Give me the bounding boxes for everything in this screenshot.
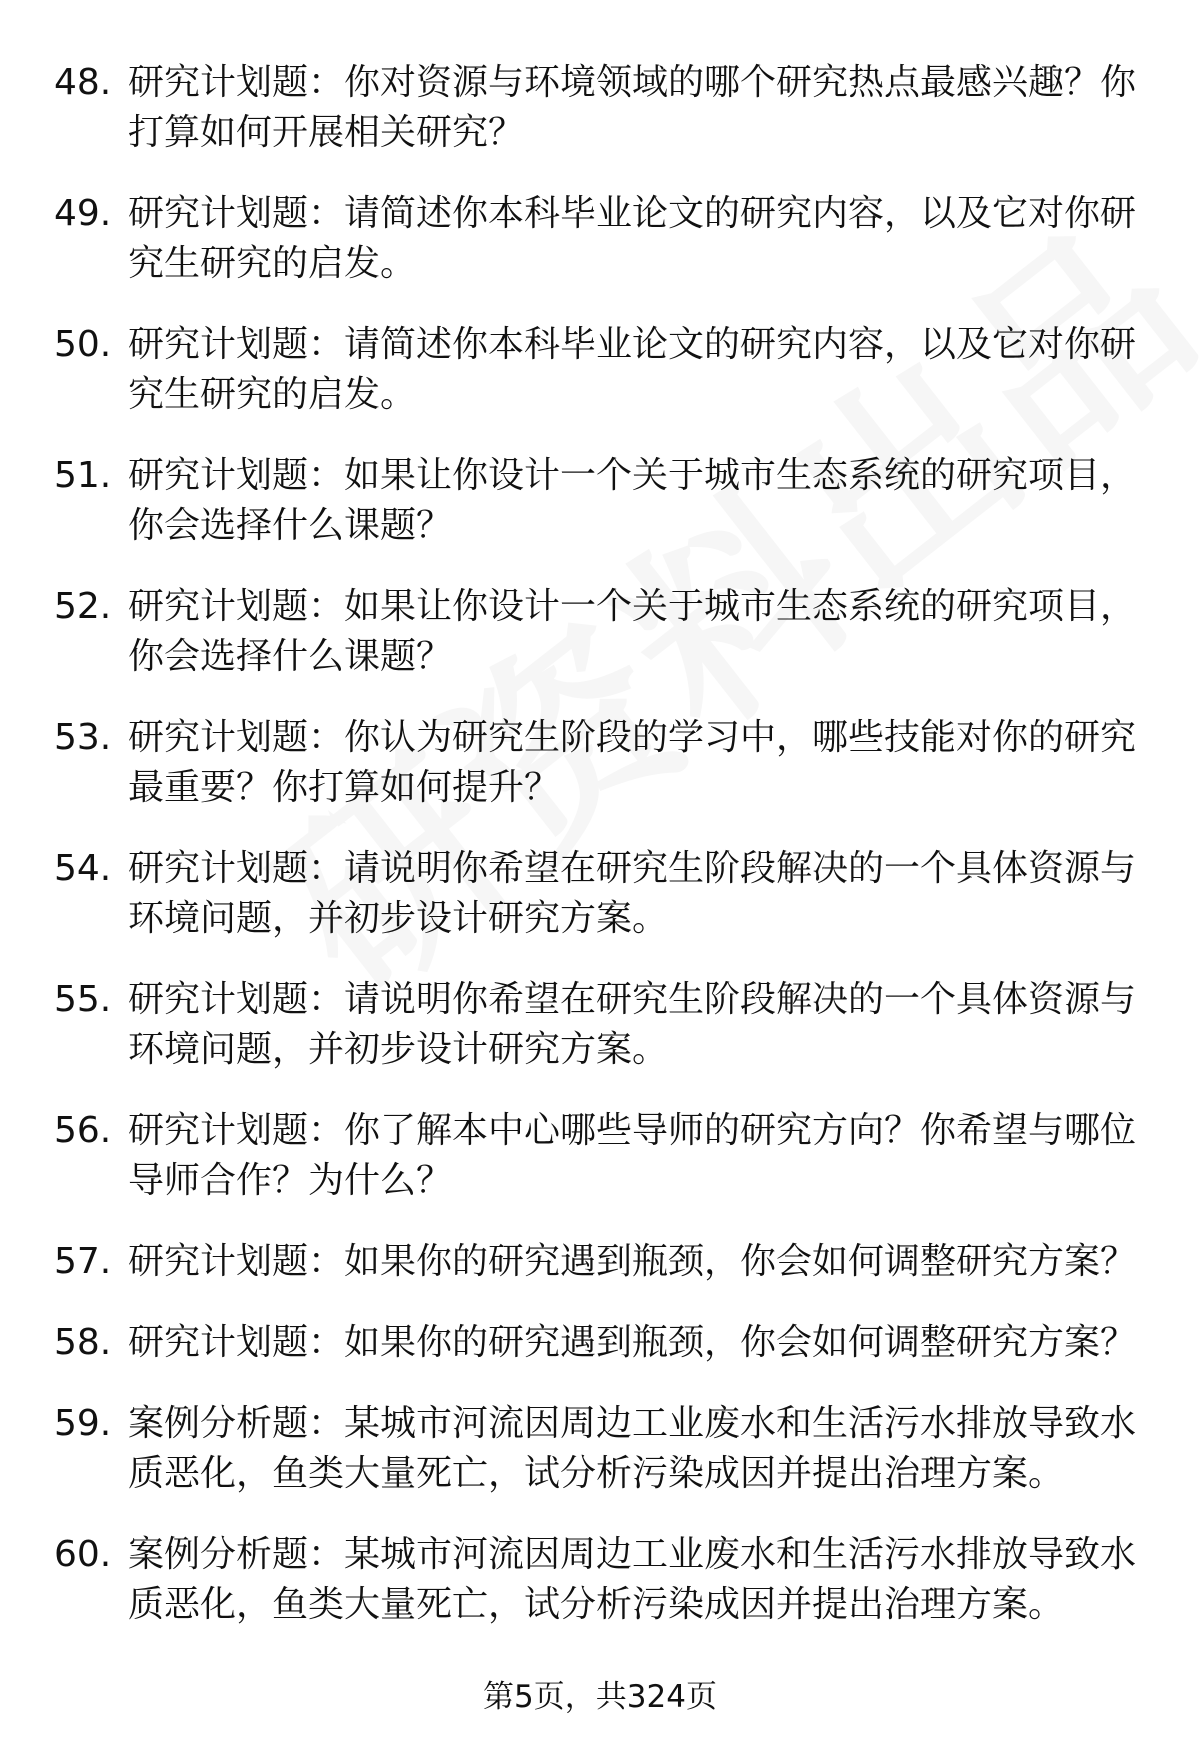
question-text: 案例分析题：某城市河流因周边工业废水和生活污水排放导致水质恶化，鱼类大量死亡，试分析污染成因并提出治理方案。: [128, 1403, 1137, 1494]
question-number: 49.: [54, 193, 112, 234]
question-number: 60.: [54, 1534, 112, 1575]
question-text: 研究计划题：你对资源与环境领域的哪个研究热点最感兴趣？你打算如何开展相关研究？: [128, 62, 1137, 153]
question-item-48: [0, 58, 1200, 158]
question-item-60: [0, 1530, 1200, 1630]
question-item-55: [0, 975, 1200, 1075]
question-item-50: [0, 320, 1200, 420]
question-item-57: [0, 1237, 1200, 1287]
question-item-49: [0, 189, 1200, 289]
question-item-59: [0, 1399, 1200, 1499]
question-number: 53.: [54, 717, 112, 758]
question-text: 研究计划题：你认为研究生阶段的学习中，哪些技能对你的研究最重要？你打算如何提升？: [128, 717, 1137, 808]
question-text: 研究计划题：如果让你设计一个关于城市生态系统的研究项目，你会选择什么课题？: [128, 455, 1137, 546]
question-item-58: [0, 1318, 1200, 1368]
page-footer: 第5页，共324页: [483, 1679, 717, 1715]
question-text: 案例分析题：某城市河流因周边工业废水和生活污水排放导致水质恶化，鱼类大量死亡，试分析污染成因并提出治理方案。: [128, 1534, 1137, 1625]
question-item-52: [0, 582, 1200, 682]
question-item-56: [0, 1106, 1200, 1206]
question-item-54: [0, 844, 1200, 944]
question-item-51: [0, 451, 1200, 551]
question-text: 研究计划题：如果你的研究遇到瓶颈，你会如何调整研究方案？: [128, 1322, 1137, 1363]
question-text: 研究计划题：你了解本中心哪些导师的研究方向？你希望与哪位导师合作？为什么？: [128, 1110, 1137, 1201]
question-item-53: [0, 713, 1200, 813]
question-text: 研究计划题：请说明你希望在研究生阶段解决的一个具体资源与环境问题，并初步设计研究方案。: [128, 848, 1137, 939]
question-text: 研究计划题：如果让你设计一个关于城市生态系统的研究项目，你会选择什么课题？: [128, 586, 1137, 677]
question-number: 59.: [54, 1403, 112, 1444]
question-number: 55.: [54, 979, 112, 1020]
question-text: 研究计划题：请说明你希望在研究生阶段解决的一个具体资源与环境问题，并初步设计研究方案。: [128, 979, 1137, 1070]
question-list: [0, 58, 1200, 1661]
question-number: 58.: [54, 1322, 112, 1363]
question-number: 57.: [54, 1241, 112, 1282]
question-number: 54.: [54, 848, 112, 889]
question-number: 51.: [54, 455, 112, 496]
question-text: 研究计划题：请简述你本科毕业论文的研究内容，以及它对你研究生研究的启发。: [128, 324, 1137, 415]
question-text: 研究计划题：请简述你本科毕业论文的研究内容，以及它对你研究生研究的启发。: [128, 193, 1137, 284]
question-number: 52.: [54, 586, 112, 627]
question-number: 48.: [54, 62, 112, 103]
question-number: 56.: [54, 1110, 112, 1151]
question-number: 50.: [54, 324, 112, 365]
question-text: 研究计划题：如果你的研究遇到瓶颈，你会如何调整研究方案？: [128, 1241, 1137, 1282]
